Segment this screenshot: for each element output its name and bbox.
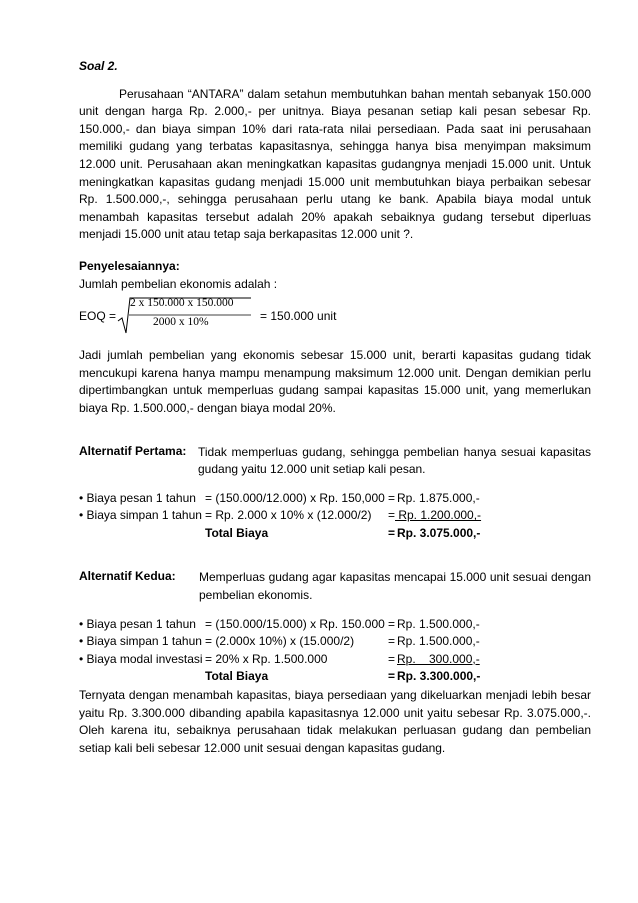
alt2-row-eq: =	[388, 651, 396, 666]
eoq-intro: Jumlah pembelian ekonomis adalah :	[79, 276, 278, 291]
alt2-row-label: • Biaya simpan 1 tahun	[79, 634, 202, 649]
alt1-title: Alternatif Pertama:	[79, 443, 187, 458]
alt2-row-eq: =	[388, 634, 396, 649]
alternative-one	[79, 444, 591, 544]
alt1-total-row	[79, 526, 591, 544]
eoq-result: = 150.000 unit	[260, 309, 337, 324]
alt2-row-formula: = (2.000x 10%) x (15.000/2)	[205, 634, 355, 649]
alt1-row-formula: = Rp. 2.000 x 10% x (12.000/2)	[205, 508, 372, 523]
alt1-row-amount: Rp. 1.200.000,-	[395, 508, 482, 523]
intro-paragraph: Perusahaan “ANTARA” dalam setahun membutuhkan bahan mentah sebanyak 150.000 unit dengan harga Rp. 2.000,- per unitnya. Biaya pesanan setiap kali pesan sebesar Rp. 150.000,- dan biaya simpan 10% dari rata-rata nilai persediaan. Pada saat ini perusahaan memiliki gudang yang terbatas kapasitasnya, sehingga hanya bisa menyimpan maksimum 12.000 unit. Perusahaan akan meningkatkan kapasitas gudangnya menjadi 15.000 unit. Untuk meningkatkan kapasitas gudang menjadi 15.000 unit membutuhkan biaya perbaikan sebesar Rp. 1.500.000,-, sehingga perusahaan perlu utang ke bank. Apabila biaya modal untuk menambah kapasitas tersebut adalah 20% apakah sebaiknya gudang tersebut diperluas menjadi 15.000 unit atau tetap saja berkapasitas 12.000 unit ?.	[79, 86, 591, 242]
alt1-row-label: • Biaya simpan 1 tahun	[79, 508, 202, 523]
alt2-total-amount: Rp. 3.300.000,-	[397, 669, 481, 684]
final-conclusion: Ternyata dengan menambah kapasitas, biaya persediaan yang dikeluarkan menjadi lebih besar yaitu Rp. 3.300.000 dibanding apabila kapasitasnya 12.000 unit yaitu sebesar Rp. 3.075.000,-. Oleh karena itu, sebaiknya perusahaan tidak melakukan perluasan gudang dan pembelian setiap kali beli sebesar 12.000 unit sesuai dengan kapasitas gudang.	[79, 688, 591, 755]
alt2-row-amount: Rp. 300.000,-	[397, 651, 480, 666]
alt2-row-amount: Rp. 1.500.000,-	[397, 616, 480, 631]
alt1-row-eq: =	[388, 508, 396, 523]
eoq-denominator: 2000 x 10%	[153, 316, 209, 329]
alt2-row-amount: Rp. 1.500.000,-	[397, 634, 480, 649]
alt1-total-eq: =	[388, 525, 396, 540]
alt1-row-label: • Biaya pesan 1 tahun	[79, 490, 196, 505]
alt1-description: Tidak memperluas gudang, sehingga pembelian hanya sesuai kapasitas gudang yaitu 12.000 unit setiap kali pesan.	[198, 444, 591, 477]
alternative-two	[79, 569, 591, 687]
alt2-total-label: Total Biaya	[205, 669, 269, 684]
alt1-total-amount: Rp. 3.075.000,-	[397, 525, 481, 540]
alt1-row-simpan	[79, 508, 591, 526]
document-page	[79, 58, 591, 757]
alt2-title: Alternatif Kedua:	[79, 569, 176, 584]
soal-title: Soal 2.	[79, 59, 118, 73]
alt1-row-amount: Rp. 1.875.000,-	[397, 490, 480, 505]
conclusion-eoq: Jadi jumlah pembelian yang ekonomis sebesar 15.000 unit, berarti kapasitas gudang tidak mencukupi karena hanya mampu menampung maksimum 12.000 unit. Dengan demikian perlu dipertimbangkan untuk memperluas gudang sampai kapasitas 15.000 unit, yang memerlukan biaya Rp. 1.500.000,- dengan biaya modal 20%.	[79, 348, 591, 415]
alt2-row-formula: = 20% x Rp. 1.500.000	[205, 651, 328, 666]
alt2-row-eq: =	[388, 616, 396, 631]
alt1-row-eq: =	[388, 490, 396, 505]
alt2-total-row	[79, 669, 591, 687]
alt2-row-modal	[79, 652, 591, 670]
alt2-row-formula: = (150.000/15.000) x Rp. 150.000	[205, 616, 385, 631]
eoq-label: EOQ =	[79, 309, 117, 324]
alt1-row-pesan	[79, 491, 591, 509]
alt2-row-label: • Biaya pesan 1 tahun	[79, 616, 196, 631]
alt1-row-formula: = (150.000/12.000) x Rp. 150,000	[205, 490, 385, 505]
alt1-total-label: Total Biaya	[205, 525, 269, 540]
eoq-numerator: 2 x 150.000 x 150.000	[130, 297, 234, 310]
alt2-row-simpan	[79, 634, 591, 652]
solution-heading: Penyelesaiannya:	[79, 258, 180, 273]
alt2-total-eq: =	[388, 669, 396, 684]
alt2-row-label: • Biaya modal investasi	[79, 651, 203, 666]
alt2-row-pesan	[79, 617, 591, 635]
alt2-description: Memperluas gudang agar kapasitas mencapai 15.000 unit sesuai dengan pembelian ekonomis.	[199, 570, 591, 603]
eoq-formula	[79, 295, 591, 335]
